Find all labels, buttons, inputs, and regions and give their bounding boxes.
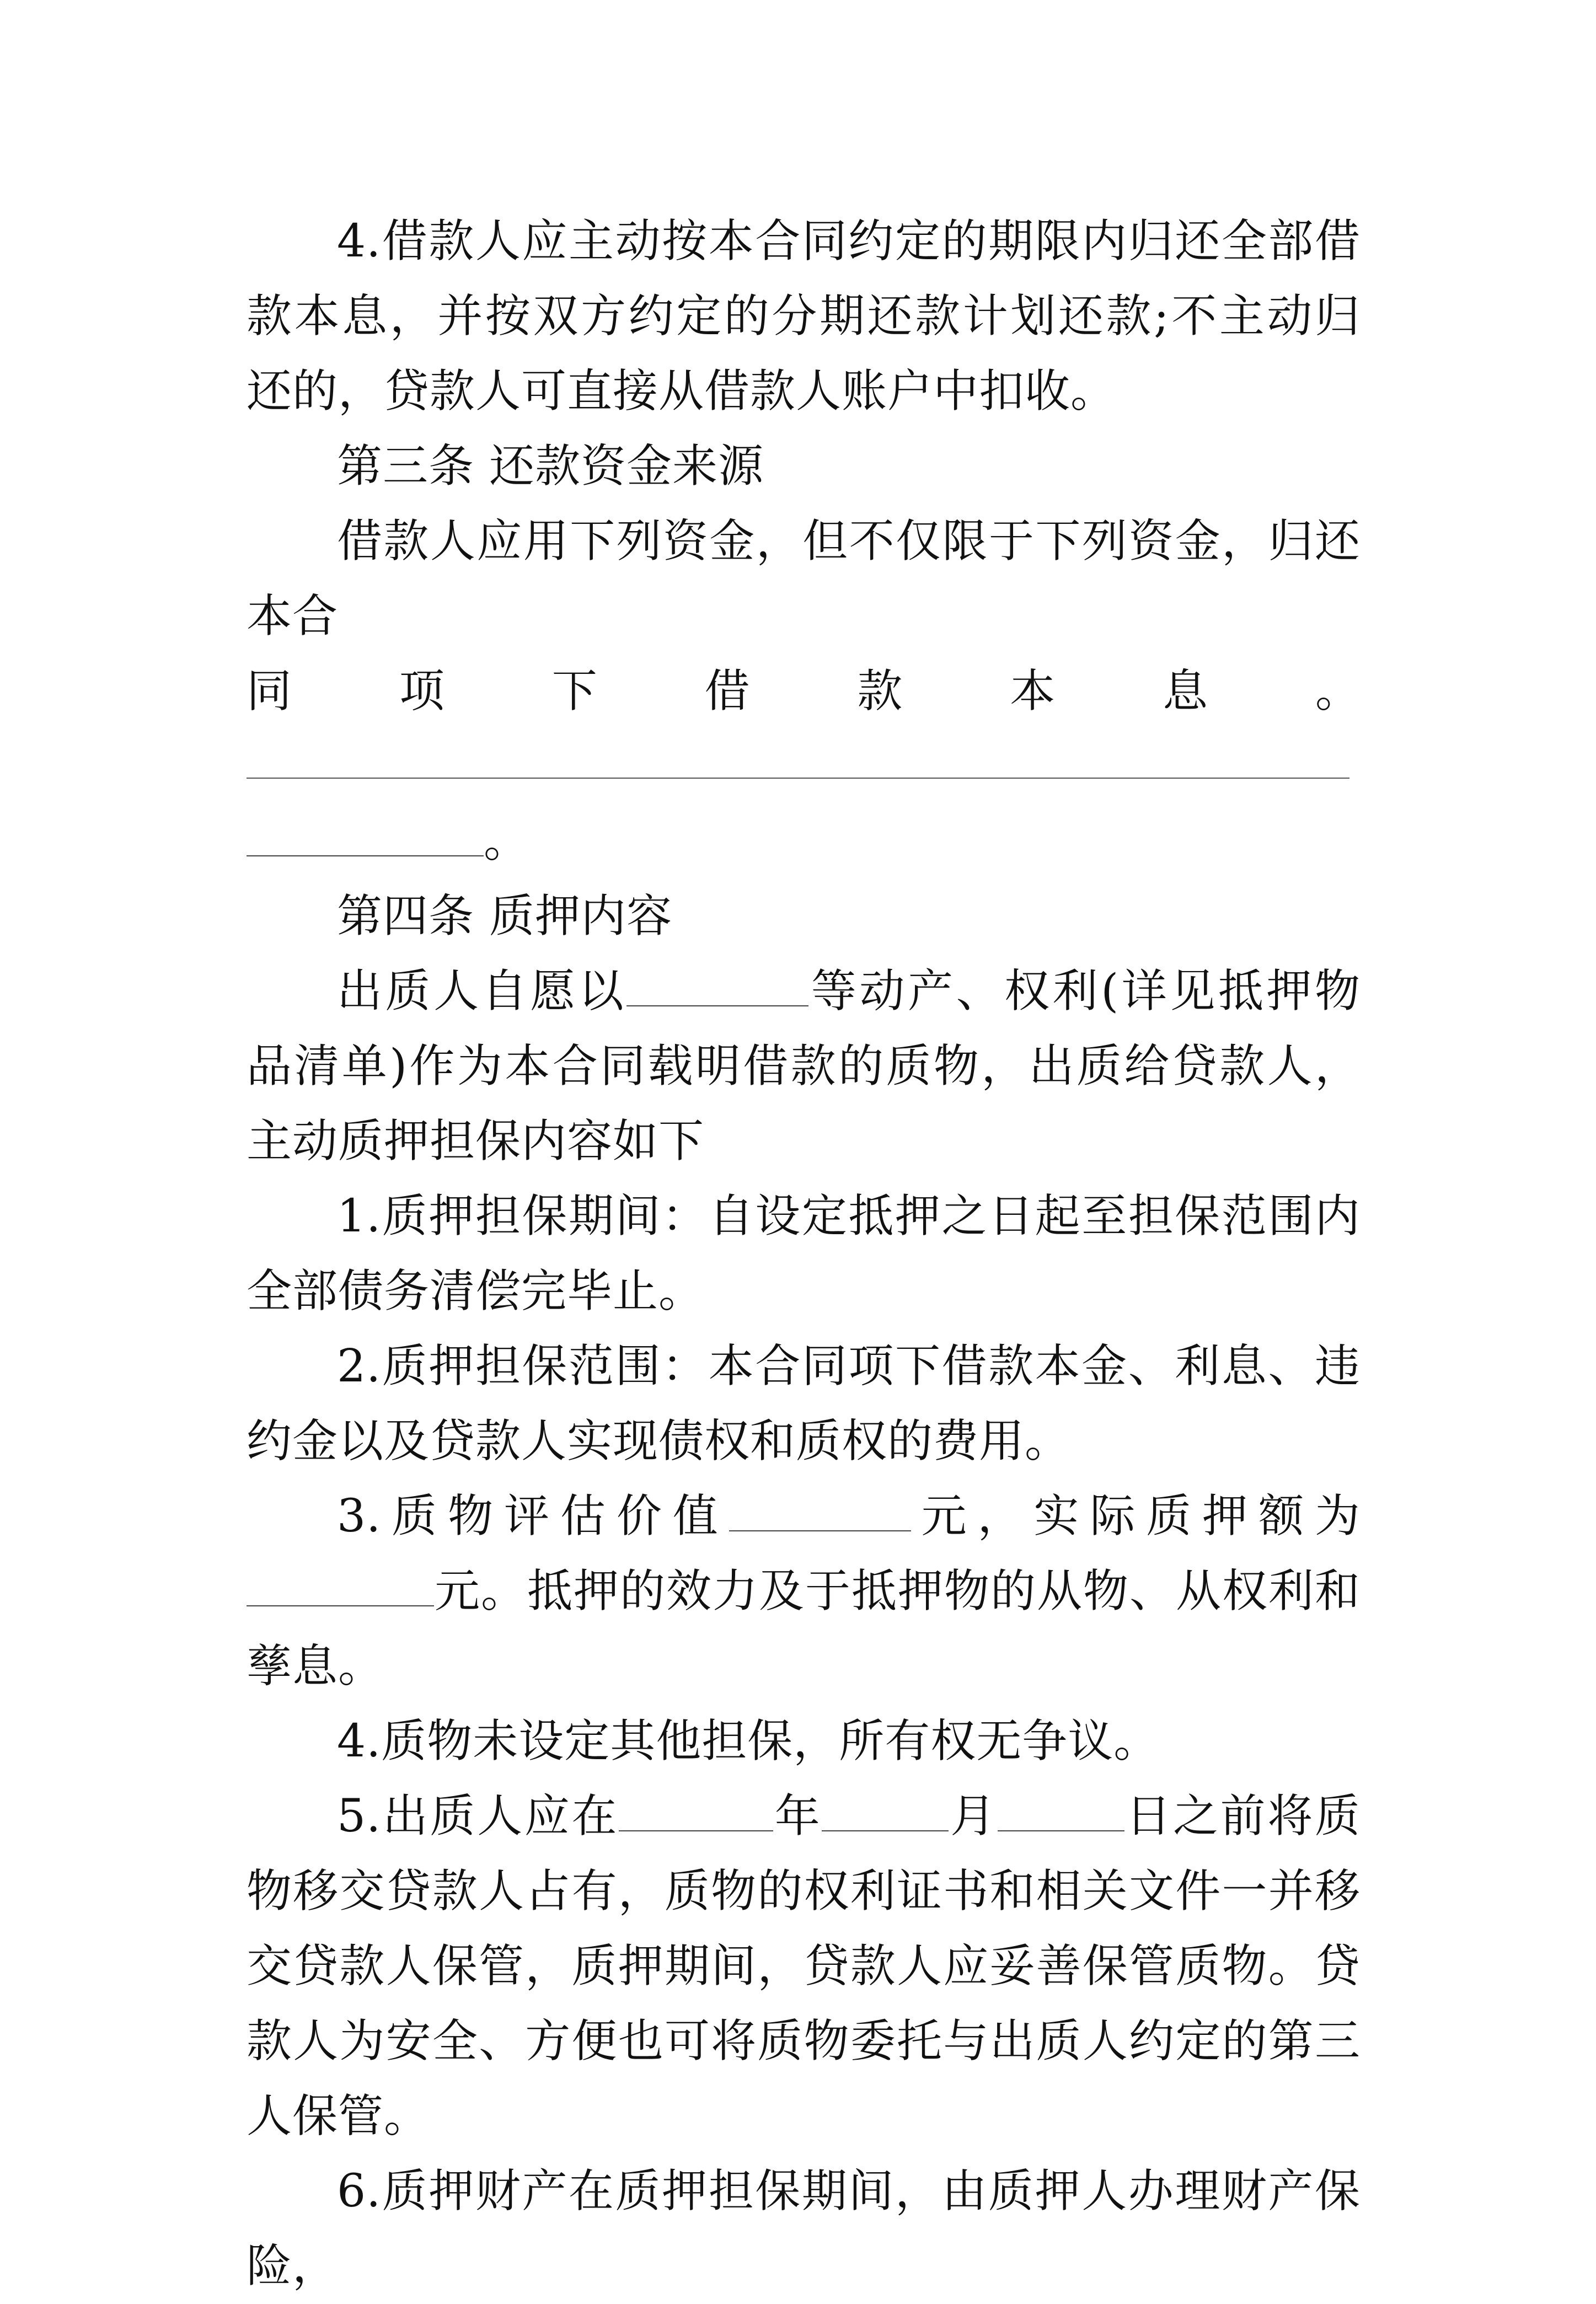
blank-underline bbox=[729, 1489, 911, 1531]
item-6-insurance: 6.质押财产在质押担保期间，由质押人办理财产保险， bbox=[247, 2165, 1361, 2292]
intro-text-b: 等动产、权利(详见抵押物品清单)作为本合同载明借款的质物，出质给贷款人，主动质押担保内容如下 bbox=[247, 965, 1361, 1167]
year-label: 年 bbox=[773, 1790, 822, 1842]
item-3-text-a: 3.质物评估价值 bbox=[337, 1490, 729, 1542]
blank-underline bbox=[247, 1564, 434, 1606]
article-4-intro bbox=[247, 954, 1361, 1179]
period: 。 bbox=[484, 815, 530, 867]
article-4-title: 第四条 质押内容 bbox=[337, 890, 673, 942]
item-5-transfer bbox=[247, 1779, 1361, 2154]
char: 借 bbox=[704, 665, 750, 717]
intro-text-a: 出质人自愿以 bbox=[337, 965, 627, 1017]
paragraph-repayment-clause: 4.借款人应主动按本合同约定的期限内归还全部借款本息，并按双方约定的分期还款计划还款;不主动归还的，贷款人可直接从借款人账户中扣收。 bbox=[247, 215, 1361, 417]
item-3-valuation bbox=[247, 1479, 1361, 1704]
item-5-text-a: 5.出质人应在 bbox=[337, 1790, 619, 1842]
blank-underline bbox=[822, 1789, 949, 1831]
blank-underline bbox=[247, 778, 1349, 779]
item-4-no-other-guarantee: 4.质物未设定其他担保，所有权无争议。 bbox=[337, 1715, 1160, 1767]
blank-underline bbox=[998, 1789, 1124, 1831]
article-3-title: 第三条 还款资金来源 bbox=[337, 440, 764, 492]
char: 。 bbox=[1315, 665, 1361, 717]
char: 同 bbox=[247, 665, 292, 717]
char: 息 bbox=[1163, 665, 1208, 717]
item-2-pledge-scope: 2.质押担保范围：本合同项下借款本金、利息、违约金以及贷款人实现债权和质权的费用。 bbox=[247, 1340, 1361, 1467]
char: 款 bbox=[857, 665, 903, 717]
blank-underline bbox=[247, 815, 484, 856]
blank-underline bbox=[626, 965, 808, 1006]
month-label: 月 bbox=[949, 1790, 998, 1842]
blank-underline bbox=[619, 1789, 773, 1831]
item-3-text-b: 元，实际质押额为 bbox=[911, 1490, 1361, 1542]
fill-in-blank-full-line bbox=[247, 729, 1361, 804]
char: 本 bbox=[1010, 665, 1056, 717]
article-3-line-2 bbox=[247, 654, 1361, 729]
item-3-text-c: 元。抵押的效力及于抵押物的从物、从权利和孳息。 bbox=[247, 1565, 1361, 1692]
fill-in-blank-short-line bbox=[247, 804, 1361, 879]
item-1-pledge-period: 1.质押担保期间：自设定抵押之日起至担保范围内全部债务清偿完毕止。 bbox=[247, 1190, 1361, 1317]
item-5-text-b: 日之前将质物移交贷款人占有，质物的权利证书和相关文件一并移交贷款人保管，质押期间，贷款人应妥善保管质物。贷款人为安全、方便也可将质物委托与出质人约定的第三人保管。 bbox=[247, 1790, 1361, 2142]
article-3-line-1: 借款人应用下列资金，但不仅限于下列资金，归还本合 bbox=[247, 515, 1361, 642]
char: 项 bbox=[399, 665, 444, 717]
char: 下 bbox=[551, 665, 597, 717]
document-body bbox=[247, 204, 1361, 2304]
